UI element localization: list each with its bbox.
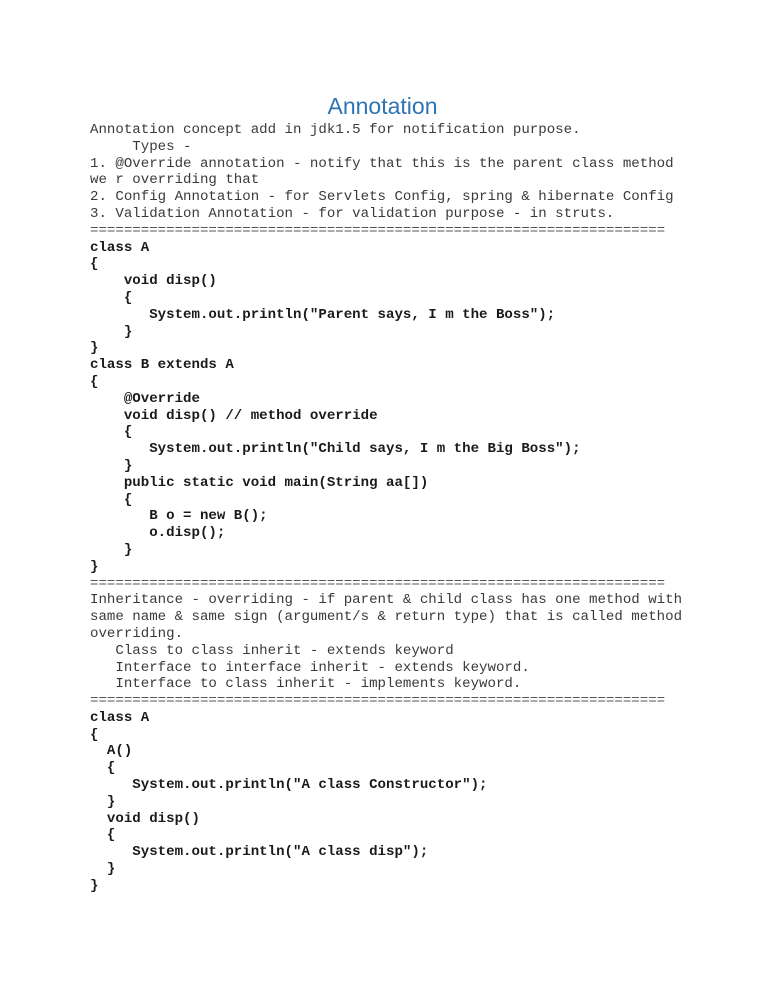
- code-line: @Override: [90, 390, 200, 407]
- code-line: {: [90, 424, 133, 441]
- code-line: A(): [90, 743, 133, 760]
- page-title: Annotation: [327, 93, 438, 119]
- code-line: }: [90, 323, 133, 340]
- notes-line: overriding.: [90, 625, 184, 642]
- code-line: class B extends A: [90, 357, 234, 374]
- code-line: {: [90, 760, 116, 777]
- intro-line: Types -: [90, 138, 192, 155]
- intro-line: 3. Validation Annotation - for validation purpose - in struts.: [90, 205, 615, 222]
- code-line: }: [90, 541, 133, 558]
- code-line: class A: [90, 709, 150, 726]
- code-line: }: [90, 793, 116, 810]
- code-line: {: [90, 726, 99, 743]
- intro-line: we r overriding that: [90, 172, 260, 189]
- notes-line: Interface to class inherit - implements keyword.: [90, 676, 522, 693]
- document-page: [90, 90, 690, 895]
- code-line: }: [90, 457, 133, 474]
- code-line: System.out.println("A class Constructor");: [90, 777, 488, 794]
- code-line: class A: [90, 239, 150, 256]
- code-line: {: [90, 827, 116, 844]
- code-line: void disp(): [90, 810, 200, 827]
- notes-line: Class to class inherit - extends keyword: [90, 642, 454, 659]
- code-line: {: [90, 289, 133, 306]
- code-line: public static void main(String aa[]): [90, 474, 429, 491]
- separator: ====================================================================: [90, 575, 666, 592]
- code-line: {: [90, 491, 133, 508]
- code-line: }: [90, 558, 99, 575]
- code-block-1: [90, 240, 690, 576]
- code-block-2: [90, 710, 690, 895]
- notes-line: same name & same sign (argument/s & return type) that is called method: [90, 609, 683, 626]
- inheritance-notes: [90, 592, 690, 693]
- intro-line: Annotation concept add in jdk1.5 for notification purpose.: [90, 122, 581, 138]
- code-line: System.out.println("A class disp");: [90, 844, 429, 861]
- separator: ====================================================================: [90, 222, 666, 239]
- notes-line: Interface to interface inherit - extends keyword.: [90, 659, 530, 676]
- code-line: }: [90, 861, 116, 878]
- intro-line: 1. @Override annotation - notify that this is the parent class method: [90, 155, 674, 172]
- intro-section: [90, 122, 690, 223]
- code-line: B o = new B();: [90, 508, 268, 525]
- notes-line: Inheritance - overriding - if parent & child class has one method with: [90, 592, 683, 609]
- code-line: {: [90, 373, 99, 390]
- code-line: }: [90, 877, 99, 894]
- code-line: System.out.println("Child says, I m the Big Boss");: [90, 441, 581, 458]
- code-line: }: [90, 340, 99, 357]
- code-line: {: [90, 256, 99, 273]
- intro-line: 2. Config Annotation - for Servlets Config, spring & hibernate Config: [90, 189, 674, 206]
- code-line: void disp(): [90, 273, 217, 290]
- code-line: o.disp();: [90, 525, 226, 542]
- separator: ====================================================================: [90, 693, 666, 710]
- code-line: void disp() // method override: [90, 407, 378, 424]
- code-line: System.out.println("Parent says, I m the Boss");: [90, 306, 556, 323]
